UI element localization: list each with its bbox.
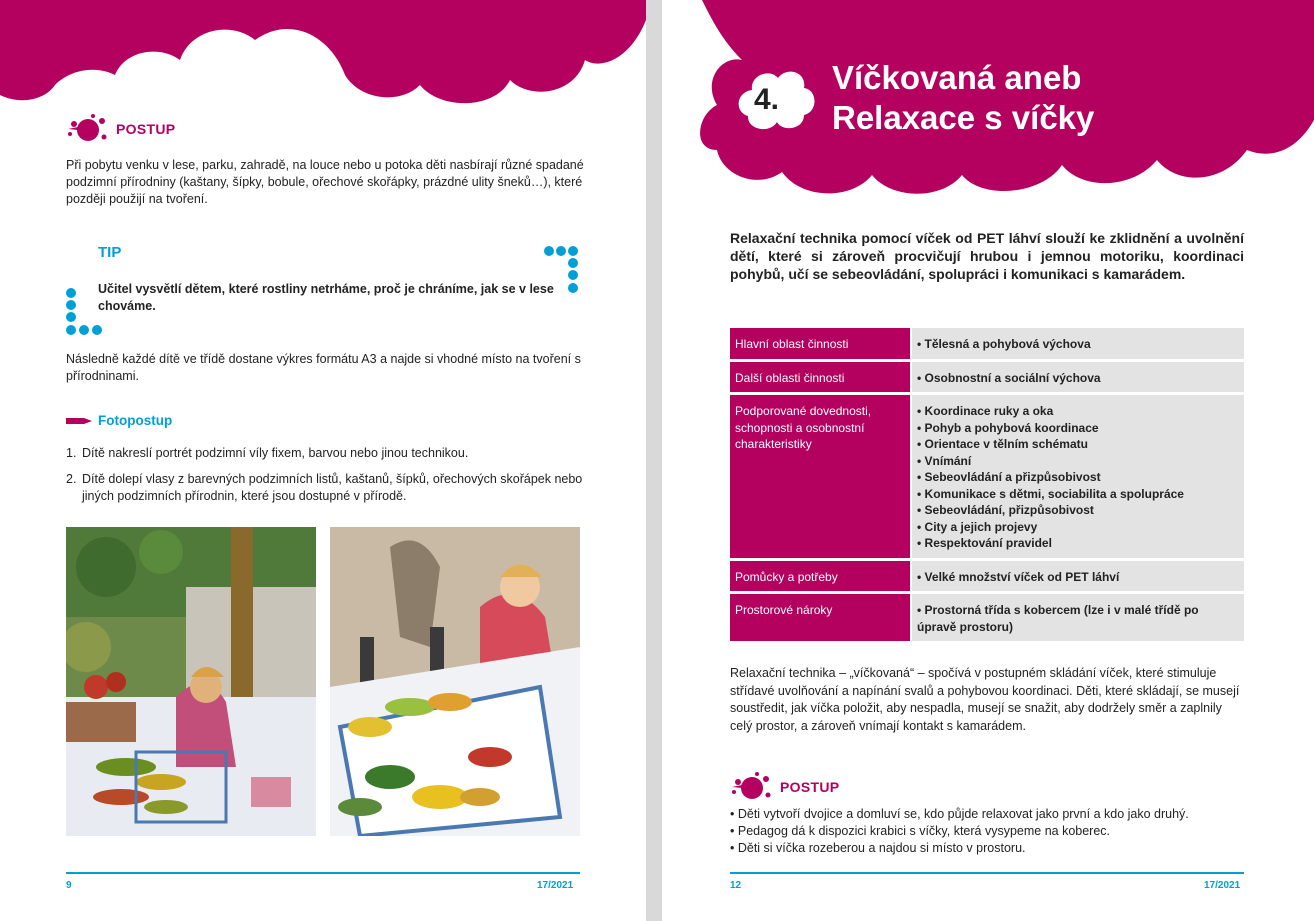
footer-divider	[66, 872, 580, 874]
issue-number: 17/2021	[537, 880, 574, 891]
photo-girl-with-leaf-portrait	[330, 527, 580, 836]
list-item: 1. Dítě nakreslí portrét podzimní víly fixem, barvou nebo jinou technikou.	[66, 446, 469, 460]
table-value: • Tělesná a pohybová výchova	[910, 328, 1244, 359]
postup-heading-label: POSTUP	[116, 121, 176, 137]
chapter-number: 4.	[754, 83, 780, 116]
steps-list	[66, 445, 586, 514]
table-value: • Velké množství víček od PET láhví	[910, 561, 1244, 592]
list-item: • Pedagog dá k dispozici krabici s víčky, která vysypeme na koberec.	[730, 823, 1244, 840]
table-label: Pomůcky a potřeby	[730, 561, 910, 592]
paragraph-2: Následně každé dítě ve třídě dostane výkres formátu A3 a najde si vhodné místo na tvoření s přírodninami.	[66, 352, 581, 383]
issue-number: 17/2021	[1204, 880, 1241, 891]
table-label: Podporované dovednosti, schopnosti a osobnostní charakteristiky	[730, 395, 910, 558]
list-item: 2. Dítě dolepí vlasy z barevných podzimních listů, kaštanů, šípků, ořechových skořápek nebo jiných podzimních přírodnin, které jsou dostupné v přírodě.	[66, 472, 583, 503]
title-line-2: Relaxace s víčky	[832, 99, 1095, 136]
paint-splat-icon	[66, 112, 110, 146]
tip-title: TIP	[98, 244, 122, 261]
table-row	[730, 362, 1244, 393]
photo-girl-at-table	[66, 527, 316, 836]
list-item: • Děti si víčka rozeberou a najdou si místo v prostoru.	[730, 840, 1244, 857]
fotopostup-label: Fotopostup	[98, 413, 173, 428]
page-number: 12	[730, 880, 742, 891]
paint-splat-icon	[730, 770, 774, 804]
fotopostup-heading	[66, 413, 172, 428]
cloud-header-decoration	[0, 0, 646, 120]
table-row	[730, 328, 1244, 359]
postup-heading	[66, 112, 175, 146]
chapter-title	[832, 58, 1094, 138]
table-label: Hlavní oblast činnosti	[730, 328, 910, 359]
table-value: • Prostorná třída s kobercem (lze i v malé třídě po úpravě prostoru)	[910, 594, 1244, 641]
page-number: 9	[66, 880, 72, 891]
left-page	[0, 0, 646, 921]
table-value: • Osobnostní a sociální výchova	[910, 362, 1244, 393]
tip-text: Učitel vysvětlí dětem, které rostliny netrháme, proč je chráníme, jak se v lese chováme.	[98, 282, 554, 313]
postup-heading-label: POSTUP	[780, 779, 840, 795]
table-label: Prostorové nároky	[730, 594, 910, 641]
table-row	[730, 594, 1244, 641]
table-row	[730, 395, 1244, 558]
activity-info-table	[730, 325, 1244, 644]
right-page	[662, 0, 1314, 921]
footer-divider	[730, 872, 1244, 874]
list-item: • Děti vytvoří dvojice a domluví se, kdo půjde relaxovat jako první a kdo jako druhý.	[730, 806, 1244, 823]
title-line-1: Víčkovaná aneb	[832, 59, 1082, 96]
postup-heading	[730, 770, 839, 804]
table-row	[730, 561, 1244, 592]
pencil-icon	[66, 416, 92, 426]
table-label: Další oblasti činnosti	[730, 362, 910, 393]
intro-paragraph: Při pobytu venku v lese, parku, zahradě, na louce nebo u potoka děti nasbírají různé spadané podzimní přírodniny (kaštany, šípky, bobule, ořechové skořápky, prázdné ulity šneků…), které později použijí na tvoření.	[66, 158, 584, 206]
postup-list	[730, 806, 1244, 857]
intro-paragraph: Relaxační technika pomocí víček od PET láhví slouží ke zklidnění a uvolnění dětí, které si zároveň procvičují hrubou i jemnou motoriku, koordinaci pohybů, učí se sebeovládání, spolupráci i komunikaci s kamarádem.	[730, 230, 1244, 282]
table-value: • Koordinace ruky a oka • Pohyb a pohybová koordinace • Orientace v tělním schématu • Vnímání • Sebeovládání a přizpůsobivost • Komunikace s dětmi, sociabilita a spolupráce • Sebeovládání, přizpůsobivost • City a jejich projevy • Respektování pravidel	[910, 395, 1244, 558]
relax-paragraph: Relaxační technika – „víčkovaná“ – spočívá v postupném skládání víček, které stimuluje střídavé uvolňování a napínání svalů a pohybovou koordinaci. Děti, které skládají, se musejí soustředit, jak víčka položit, aby nespadla, musejí se snažit, aby dodržely směr a zaplnily celý prostor, a zároveň vnímají kontakt s kamarádem.	[730, 666, 1240, 733]
